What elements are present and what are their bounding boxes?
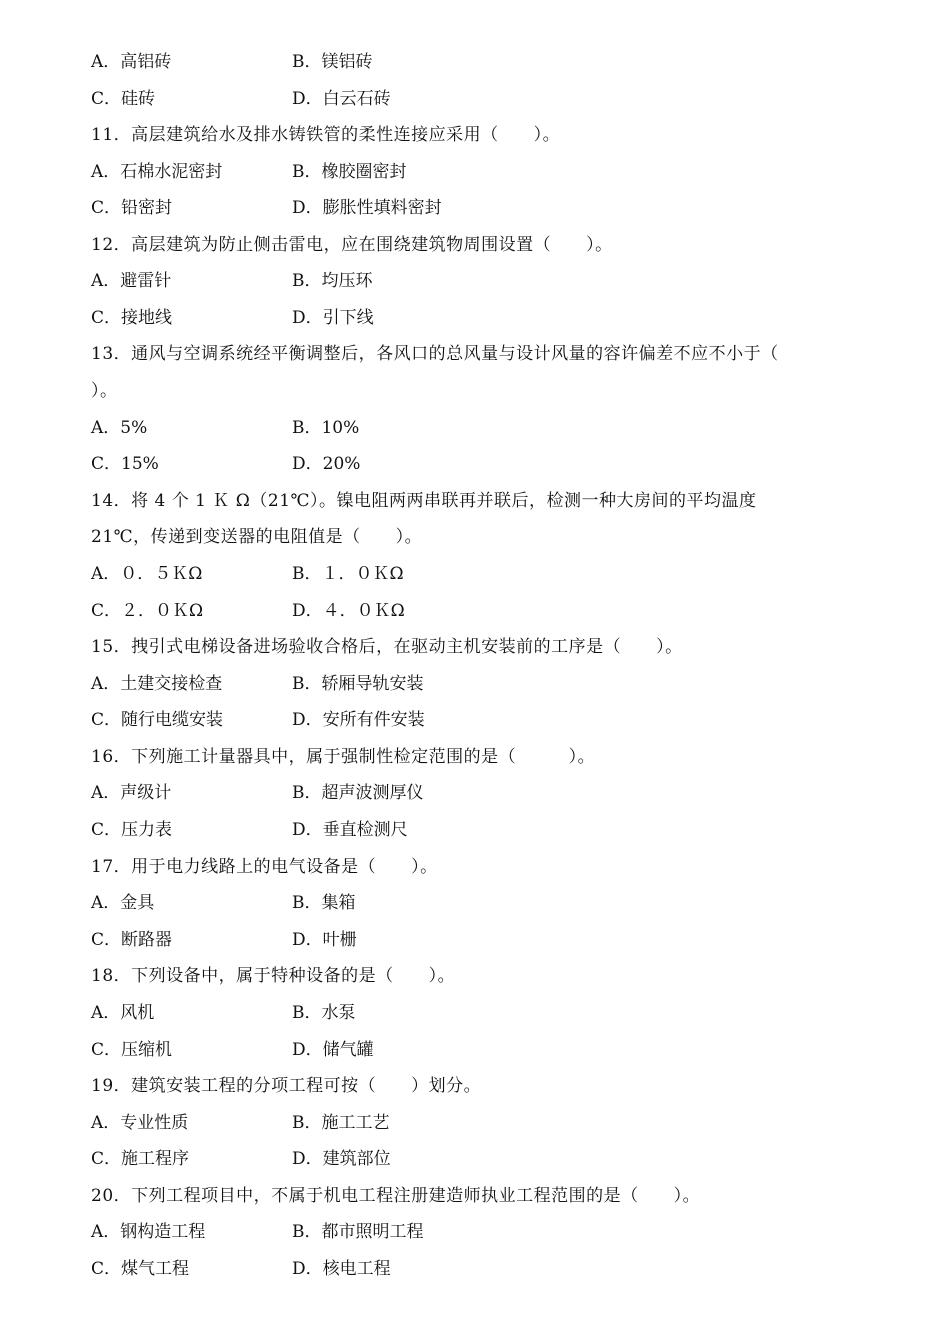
question-11: 11．高层建筑给水及排水铸铁管的柔性连接应采用（ ）。 [91, 125, 561, 145]
option-row [91, 775, 871, 811]
option-c: C．硅砖 [91, 89, 156, 109]
question-18: 18．下列设备中，属于特种设备的是（ ）。 [91, 966, 456, 986]
option-a: A．风机 [91, 1003, 155, 1023]
option-c: C．压力表 [91, 820, 173, 840]
option-row [91, 1214, 871, 1250]
question-19: 19．建筑安装工程的分项工程可按（ ）划分。 [91, 1076, 482, 1096]
option-d: D．建筑部位 [292, 1149, 391, 1169]
option-b: B．轿厢导轨安装 [292, 674, 424, 694]
option-d: D．引下线 [292, 308, 374, 328]
option-row [91, 995, 871, 1031]
option-b: B．１．０ＫΩ [292, 564, 404, 584]
option-a: A．高铝砖 [91, 52, 172, 72]
option-row [91, 263, 871, 299]
option-c: C．铅密封 [91, 198, 173, 218]
option-b: B．橡胶圈密封 [292, 162, 407, 182]
question-13: 13．通风与空调系统经平衡调整后，各风口的总风量与设计风量的容许偏差不应不小于（ [91, 344, 779, 364]
option-b: B．均压环 [292, 271, 373, 291]
option-b: B．镁铝砖 [292, 52, 373, 72]
option-d: D．储气罐 [292, 1040, 374, 1060]
option-b: B．施工工艺 [292, 1113, 390, 1133]
option-a: A．０．５ＫΩ [91, 564, 203, 584]
option-row [91, 702, 871, 738]
question-14: 14．将 4 个 1 Ｋ Ω（21℃）。镍电阻两两串联再并联后，检测一种大房间的平均温度 [91, 491, 757, 511]
option-row [91, 1105, 871, 1141]
option-d: D．垂直检测尺 [292, 820, 408, 840]
option-row [91, 922, 871, 958]
option-a: A．土建交接检查 [91, 674, 223, 694]
option-c: C．接地线 [91, 308, 173, 328]
option-a: A．声级计 [91, 783, 172, 803]
option-row [91, 593, 871, 629]
option-a: A．避雷针 [91, 271, 172, 291]
option-c: C．断路器 [91, 930, 173, 950]
option-b: B．超声波测厚仪 [292, 783, 424, 803]
question-13-continued: ）。 [91, 381, 118, 401]
option-d: D．白云石砖 [292, 89, 391, 109]
option-d: D．核电工程 [292, 1259, 391, 1279]
option-c: C．煤气工程 [91, 1259, 190, 1279]
option-d: D．20% [292, 454, 361, 474]
option-a: A．石棉水泥密封 [91, 162, 223, 182]
option-row [91, 154, 871, 190]
option-c: C．施工程序 [91, 1149, 190, 1169]
option-row [91, 44, 871, 80]
option-b: B．都市照明工程 [292, 1222, 424, 1242]
question-12: 12．高层建筑为防止侧击雷电，应在围绕建筑物周围设置（ ）。 [91, 235, 613, 255]
option-b: B．水泵 [292, 1003, 356, 1023]
option-row [91, 556, 871, 592]
option-d: D．膨胀性填料密封 [292, 198, 442, 218]
question-15: 15．拽引式电梯设备进场验收合格后，在驱动主机安装前的工序是（ ）。 [91, 637, 683, 657]
question-17: 17．用于电力线路上的电气设备是（ ）。 [91, 857, 438, 877]
option-a: A．专业性质 [91, 1113, 189, 1133]
option-d: D．安所有件安装 [292, 710, 425, 730]
option-row [91, 1251, 871, 1287]
option-row [91, 81, 871, 117]
option-c: C．随行电缆安装 [91, 710, 224, 730]
option-b: B．10% [292, 418, 360, 438]
option-row [91, 885, 871, 921]
option-row [91, 1032, 871, 1068]
option-row [91, 190, 871, 226]
option-b: B．集箱 [292, 893, 356, 913]
option-row [91, 410, 871, 446]
question-14-continued: 21℃，传递到变送器的电阻值是（ ）。 [91, 527, 423, 547]
option-c: C．压缩机 [91, 1040, 173, 1060]
option-d: D．叶栅 [292, 930, 357, 950]
option-a: A．5% [91, 418, 148, 438]
option-d: D．４．０ＫΩ [292, 601, 405, 621]
option-row [91, 300, 871, 336]
option-a: A．金具 [91, 893, 155, 913]
option-c: C．15% [91, 454, 159, 474]
option-a: A．钢构造工程 [91, 1222, 206, 1242]
option-row [91, 666, 871, 702]
question-20: 20．下列工程项目中，不属于机电工程注册建造师执业工程范围的是（ ）。 [91, 1186, 701, 1206]
option-row [91, 446, 871, 482]
question-16: 16．下列施工计量器具中，属于强制性检定范围的是（ ）。 [91, 747, 596, 767]
option-c: C．２．０ＫΩ [91, 601, 204, 621]
option-row [91, 812, 871, 848]
option-row [91, 1141, 871, 1177]
